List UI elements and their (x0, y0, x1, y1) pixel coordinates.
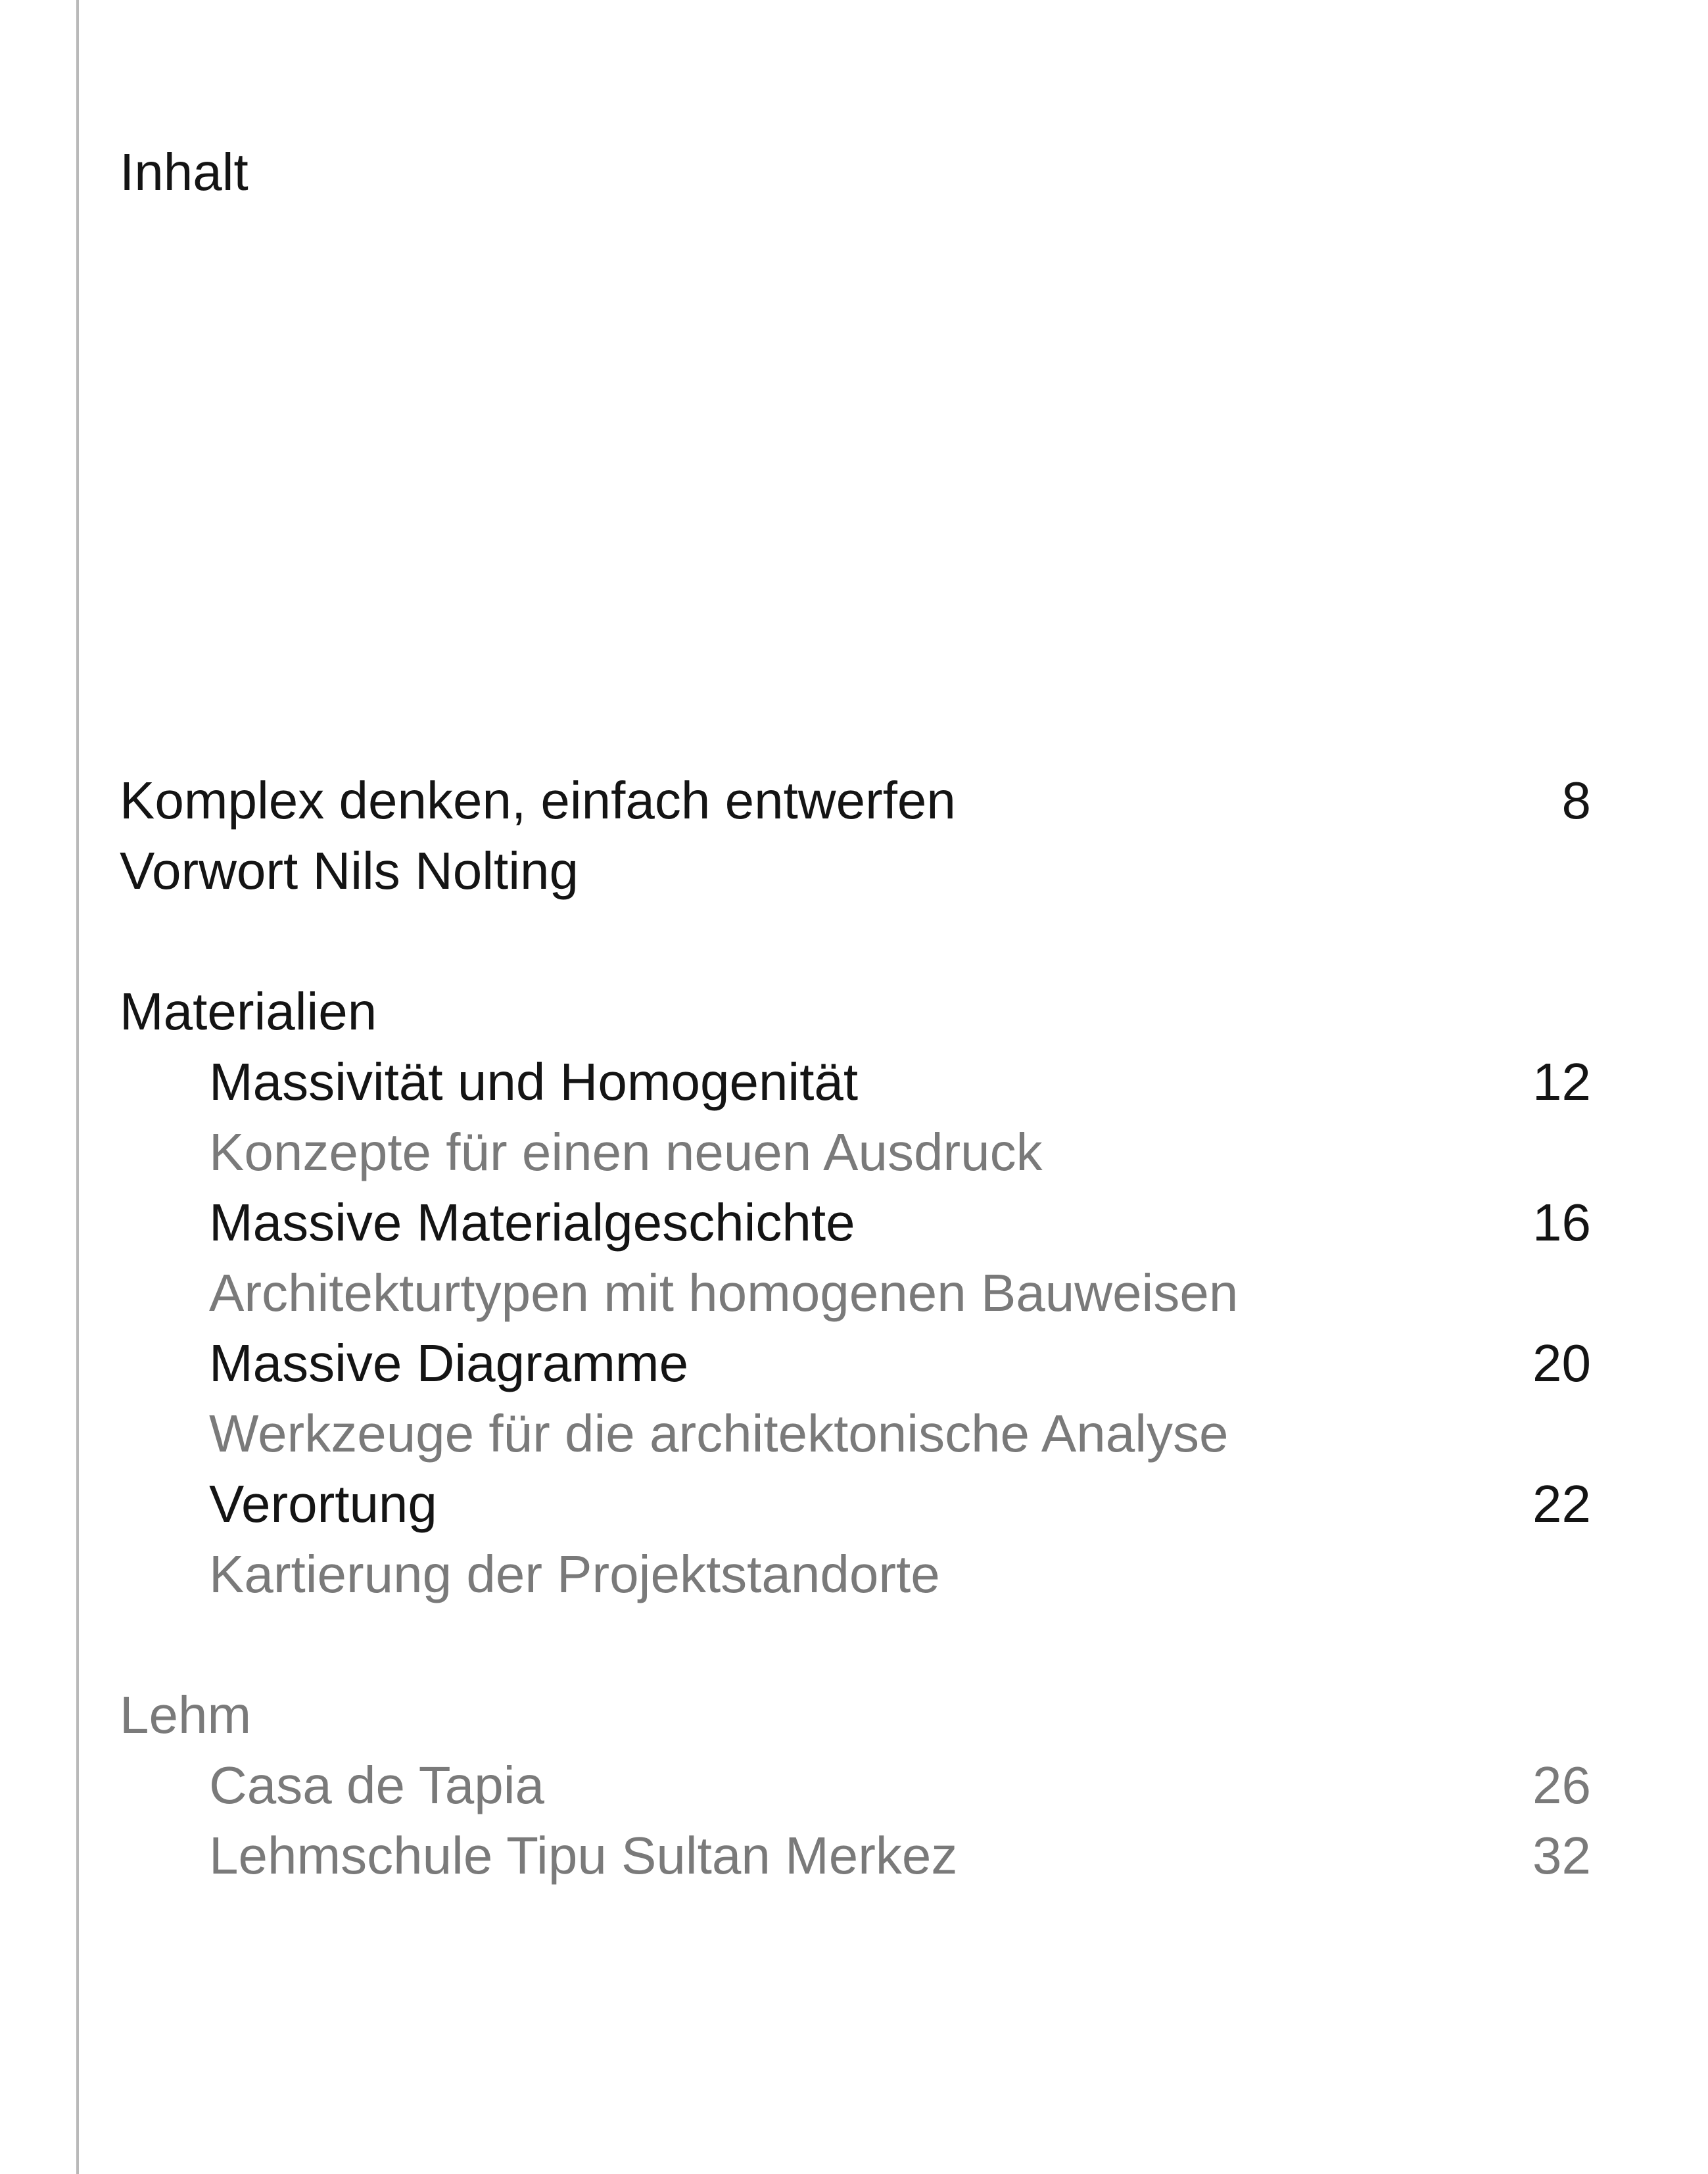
toc-entry-title: Massivität und Homogenität (209, 1052, 859, 1111)
toc-page-number: 20 (1532, 1334, 1591, 1392)
toc-entry-title: Massive Diagramme (209, 1334, 689, 1392)
toc-entry-subtitle: Kartierung der Projektstandorte (209, 1545, 940, 1603)
toc-entry-subtitle: Architekturtypen mit homogenen Bauweisen (209, 1264, 1239, 1322)
toc-page-number: 12 (1532, 1052, 1591, 1111)
toc-entry-intro[interactable] (120, 765, 1591, 836)
table-of-contents (120, 765, 1591, 1891)
toc-entry-verortung[interactable] (120, 1469, 1591, 1539)
toc-page-number: 16 (1532, 1193, 1591, 1252)
page-title: Inhalt (120, 143, 249, 201)
section-gap (120, 906, 1591, 976)
toc-entry-title: Lehmschule Tipu Sultan Merkez (209, 1826, 958, 1885)
toc-entry-lehmschule[interactable] (120, 1820, 1591, 1891)
toc-entry-materialgeschichte[interactable] (120, 1187, 1591, 1258)
toc-section-heading-lehm: Lehm (120, 1686, 252, 1744)
toc-entry-title: Massive Materialgeschichte (209, 1193, 855, 1252)
toc-page-number: 8 (1561, 771, 1591, 830)
toc-entry-title: Verortung (209, 1475, 437, 1533)
toc-entry-subtitle: Werkzeuge für die architektonische Analyse (209, 1404, 1229, 1463)
toc-page-number: 26 (1532, 1756, 1591, 1814)
binding-line (76, 0, 79, 2174)
toc-entry-title: Casa de Tapia (209, 1756, 544, 1814)
toc-entry-massivitaet[interactable] (120, 1047, 1591, 1117)
toc-entry-subtitle: Vorwort Nils Nolting (120, 841, 579, 900)
toc-page-number: 32 (1532, 1826, 1591, 1885)
toc-section-heading-materialien: Materialien (120, 982, 377, 1041)
toc-page-number: 22 (1532, 1475, 1591, 1533)
toc-entry-subtitle: Konzepte für einen neuen Ausdruck (209, 1123, 1043, 1181)
toc-entry-title: Komplex denken, einfach entwerfen (120, 771, 956, 830)
section-gap (120, 1609, 1591, 1680)
toc-entry-casa-de-tapia[interactable] (120, 1750, 1591, 1820)
toc-entry-diagramme[interactable] (120, 1328, 1591, 1398)
